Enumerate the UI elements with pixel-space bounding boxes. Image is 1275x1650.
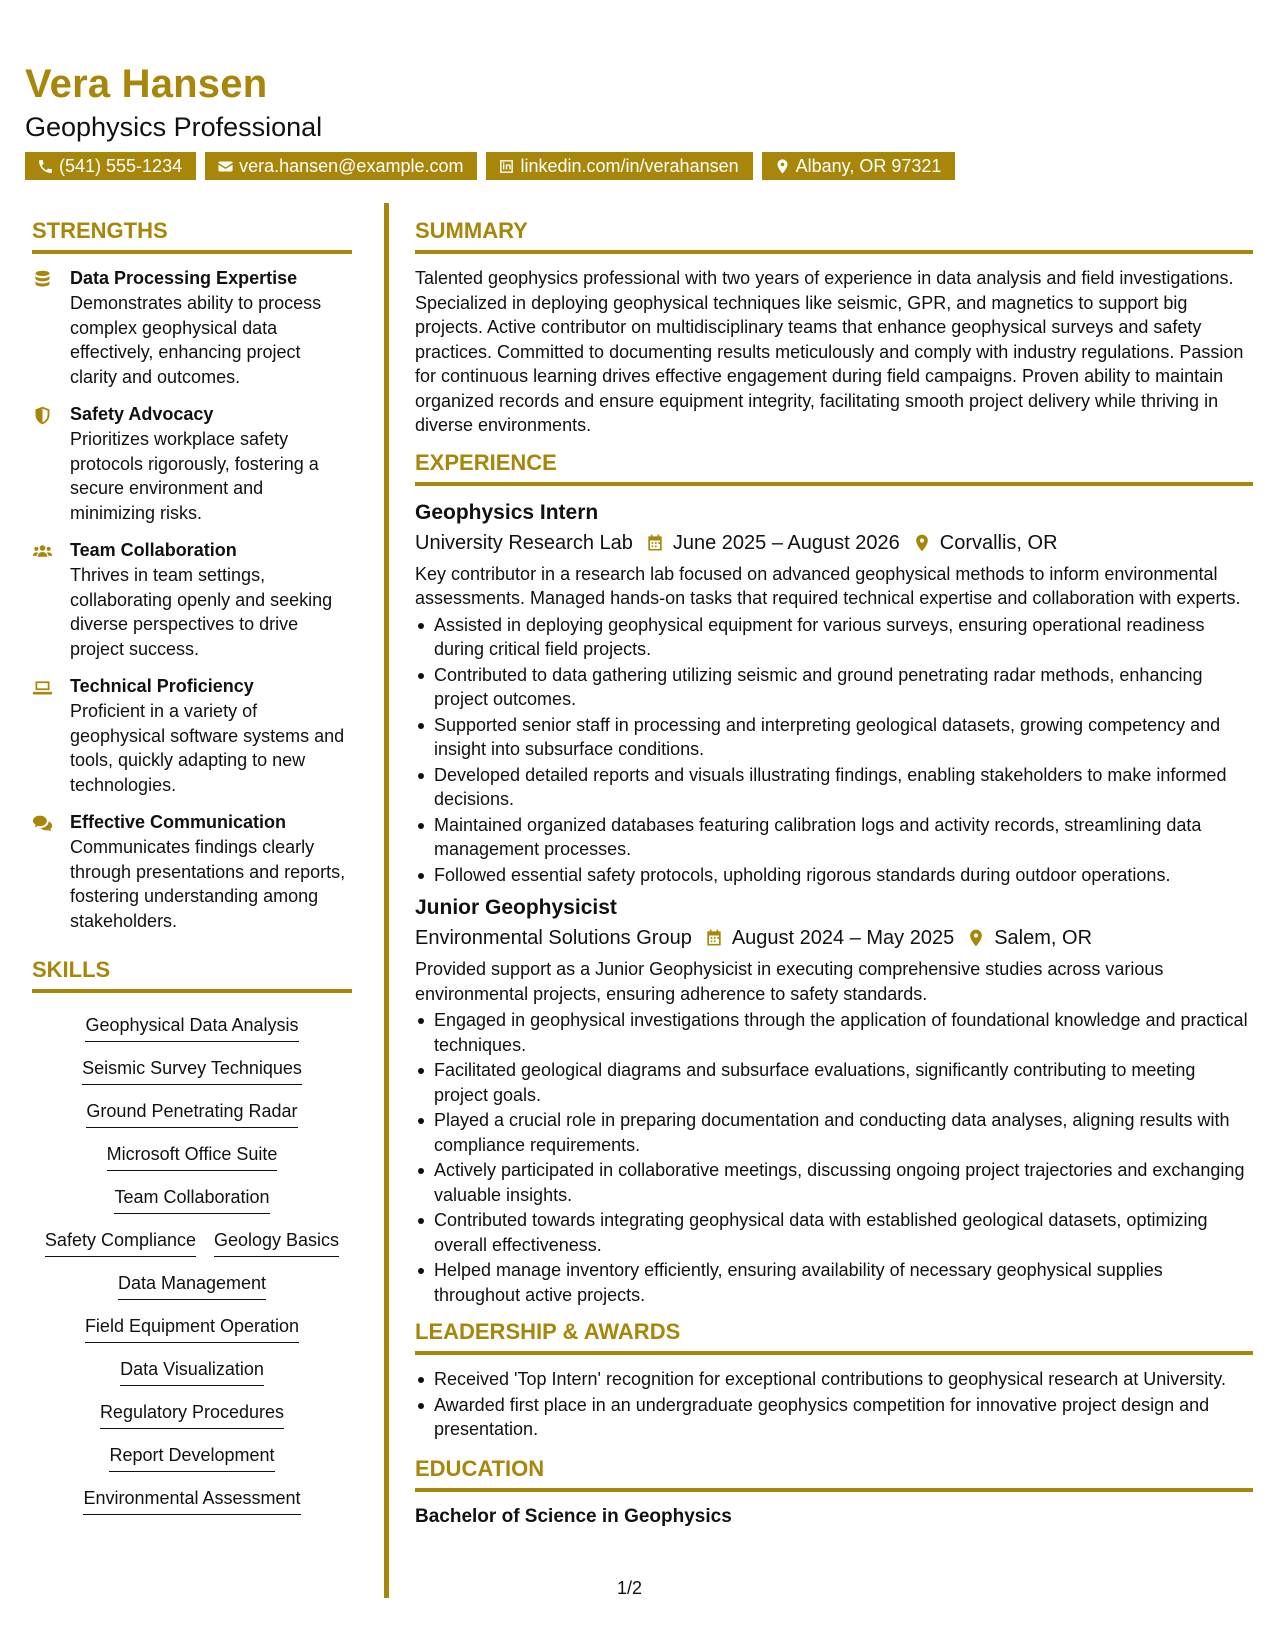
database-icon — [32, 269, 53, 290]
strength-item — [32, 538, 352, 661]
strengths-heading: STRENGTHS — [32, 218, 352, 254]
skill-tag: Data Visualization — [120, 1357, 264, 1386]
email-text: vera.hansen@example.com — [239, 155, 464, 176]
job-company: University Research Lab — [415, 531, 633, 554]
job-entry — [415, 498, 1253, 888]
location-text: Albany, OR 97321 — [795, 155, 942, 176]
envelope-icon — [217, 158, 234, 175]
job-meta — [415, 528, 1253, 558]
experience-heading: EXPERIENCE — [415, 450, 1253, 486]
skill-tag: Safety Compliance — [45, 1228, 196, 1257]
bullet-item: Helped manage inventory efficiently, ensuring availability of necessary geophysical supplies throughout active projects. — [415, 1258, 1253, 1307]
right-column — [415, 218, 1253, 1530]
job-entry — [415, 893, 1253, 1307]
strength-item — [32, 674, 352, 797]
contact-bar — [25, 152, 955, 180]
strength-desc: Proficient in a variety of geophysical software systems and tools, quickly adapting to new technologies. — [70, 701, 345, 795]
bullet-item: Developed detailed reports and visuals illustrating findings, enabling stakeholders to make informed decisions. — [415, 763, 1253, 812]
bullet-item: Facilitated geological diagrams and subsurface evaluations, significantly contributing to meeting project goals. — [415, 1058, 1253, 1107]
job-bullets — [415, 613, 1253, 888]
shield-icon — [32, 405, 53, 426]
skills-list — [32, 1013, 352, 1515]
contact-phone[interactable] — [25, 152, 196, 180]
users-icon — [32, 541, 53, 562]
job-description: Provided support as a Junior Geophysicist in executing comprehensive studies across various environmental projects, ensuring adherence to safety standards. — [415, 959, 1164, 1004]
bullet-item: Assisted in deploying geophysical equipment for various surveys, ensuring operational readiness during critical field projects. — [415, 613, 1253, 662]
phone-icon — [37, 158, 54, 175]
job-company: Environmental Solutions Group — [415, 927, 692, 949]
candidate-headline: Geophysics Professional — [25, 112, 323, 142]
bullet-item: Maintained organized databases featuring calibration logs and activity records, streamlining data management processes. — [415, 813, 1253, 862]
calendar-icon — [704, 928, 724, 948]
education-heading: EDUCATION — [415, 1456, 1253, 1492]
summary-text: Talented geophysics professional with two years of experience in data analysis and field investigations. Specialized in deploying geophysical techniques like seismic, GPR, and magnetics to support big projects. Active contributor on multidisciplinary teams that enhance geophysical surveys and safety practices. Committed to documenting results meticulously and comply with industry regulations. Passion for continuous learning drives effective engagement during field campaigns. Proven ability to maintain organized records and ensure equipment integrity, facilitating smooth project delivery while thriving in diverse environments. — [415, 268, 1244, 435]
contact-email[interactable] — [205, 152, 477, 180]
map-pin-icon — [912, 533, 932, 553]
strength-title: Data Processing Expertise — [70, 268, 298, 288]
strength-title: Technical Proficiency — [70, 676, 254, 696]
summary-heading: SUMMARY — [415, 218, 1253, 254]
job-bullets — [415, 1008, 1253, 1307]
bullet-item: Engaged in geophysical investigations through the application of foundational knowledge and practical techniques. — [415, 1008, 1253, 1057]
skills-heading: SKILLS — [32, 957, 352, 993]
strength-item — [32, 266, 352, 389]
job-title: Geophysics Intern — [415, 500, 599, 524]
page-number: 1/2 — [617, 1578, 643, 1598]
job-dates: June 2025 – August 2026 — [672, 531, 900, 554]
phone-text: (541) 555-1234 — [59, 155, 183, 176]
strength-title: Safety Advocacy — [70, 404, 214, 424]
skill-tag: Geology Basics — [214, 1228, 339, 1257]
strength-desc: Thrives in team settings, collaborating openly and seeking diverse perspectives to drive project success. — [70, 565, 333, 659]
column-divider — [384, 203, 389, 1598]
skill-tag: Report Development — [109, 1443, 274, 1472]
bullet-item: Actively participated in collaborative meetings, discussing ongoing project trajectories and exchanging valuable insights. — [415, 1158, 1253, 1207]
skill-tag: Data Management — [118, 1271, 266, 1300]
job-dates: August 2024 – May 2025 — [731, 927, 955, 949]
award-item: Received 'Top Intern' recognition for exceptional contributions to geophysical research at University. — [415, 1367, 1253, 1392]
bullet-item: Supported senior staff in processing and interpreting geological datasets, growing competency and insight into subsurface conditions. — [415, 713, 1253, 762]
calendar-icon — [645, 533, 665, 553]
linkedin-text: linkedin.com/in/verahansen — [520, 155, 739, 176]
job-description: Key contributor in a research lab focused on advanced geophysical methods to inform environmental assessments. Managed hands-on tasks that required technical expertise and collaboration with experts. — [415, 563, 1241, 608]
bullet-item: Contributed towards integrating geophysical data with established geological datasets, optimizing overall effectiveness. — [415, 1208, 1253, 1257]
bullet-item: Followed essential safety protocols, upholding rigorous standards during outdoor operations. — [415, 863, 1253, 888]
job-location: Corvallis, OR — [939, 531, 1058, 554]
strength-item — [32, 810, 352, 933]
strength-item — [32, 402, 352, 525]
contact-linkedin[interactable] — [486, 152, 752, 180]
awards-list — [415, 1367, 1253, 1442]
candidate-name: Vera Hansen — [25, 62, 268, 106]
bullet-item: Played a crucial role in preparing documentation and conducting data analyses, aligning results with compliance requirements. — [415, 1108, 1253, 1157]
map-pin-icon — [774, 158, 791, 175]
job-location: Salem, OR — [994, 927, 1093, 949]
award-item: Awarded first place in an undergraduate geophysics competition for innovative project design and presentation. — [415, 1393, 1253, 1442]
strength-desc: Prioritizes workplace safety protocols rigorously, fostering a secure environment and minimizing risks. — [70, 429, 319, 523]
laptop-icon — [32, 677, 53, 698]
comments-icon — [32, 813, 53, 834]
skill-tag: Regulatory Procedures — [100, 1400, 284, 1429]
skill-tag: Environmental Assessment — [83, 1486, 300, 1515]
job-title: Junior Geophysicist — [415, 896, 617, 919]
skill-tag: Team Collaboration — [114, 1185, 269, 1214]
awards-heading: LEADERSHIP & AWARDS — [415, 1319, 1253, 1355]
job-meta — [415, 923, 1253, 953]
skill-tag: Field Equipment Operation — [85, 1314, 299, 1343]
map-pin-icon — [966, 928, 986, 948]
skill-tag: Ground Penetrating Radar — [86, 1099, 297, 1128]
skill-tag: Geophysical Data Analysis — [85, 1013, 298, 1042]
linkedin-icon — [498, 158, 515, 175]
strength-desc: Communicates findings clearly through presentations and reports, fostering understanding among stakeholders. — [70, 837, 346, 931]
contact-location[interactable] — [762, 152, 956, 180]
bullet-item: Contributed to data gathering utilizing seismic and ground penetrating radar methods, enhancing project outcomes. — [415, 663, 1253, 712]
strength-desc: Demonstrates ability to process complex geophysical data effectively, enhancing project clarity and outcomes. — [70, 293, 322, 387]
strength-title: Effective Communication — [70, 812, 287, 832]
skill-tag: Microsoft Office Suite — [107, 1142, 278, 1171]
strength-title: Team Collaboration — [70, 540, 237, 560]
degree-title: Bachelor of Science in Geophysics — [415, 1505, 732, 1527]
skill-tag: Seismic Survey Techniques — [82, 1056, 302, 1085]
left-column — [32, 218, 352, 1515]
